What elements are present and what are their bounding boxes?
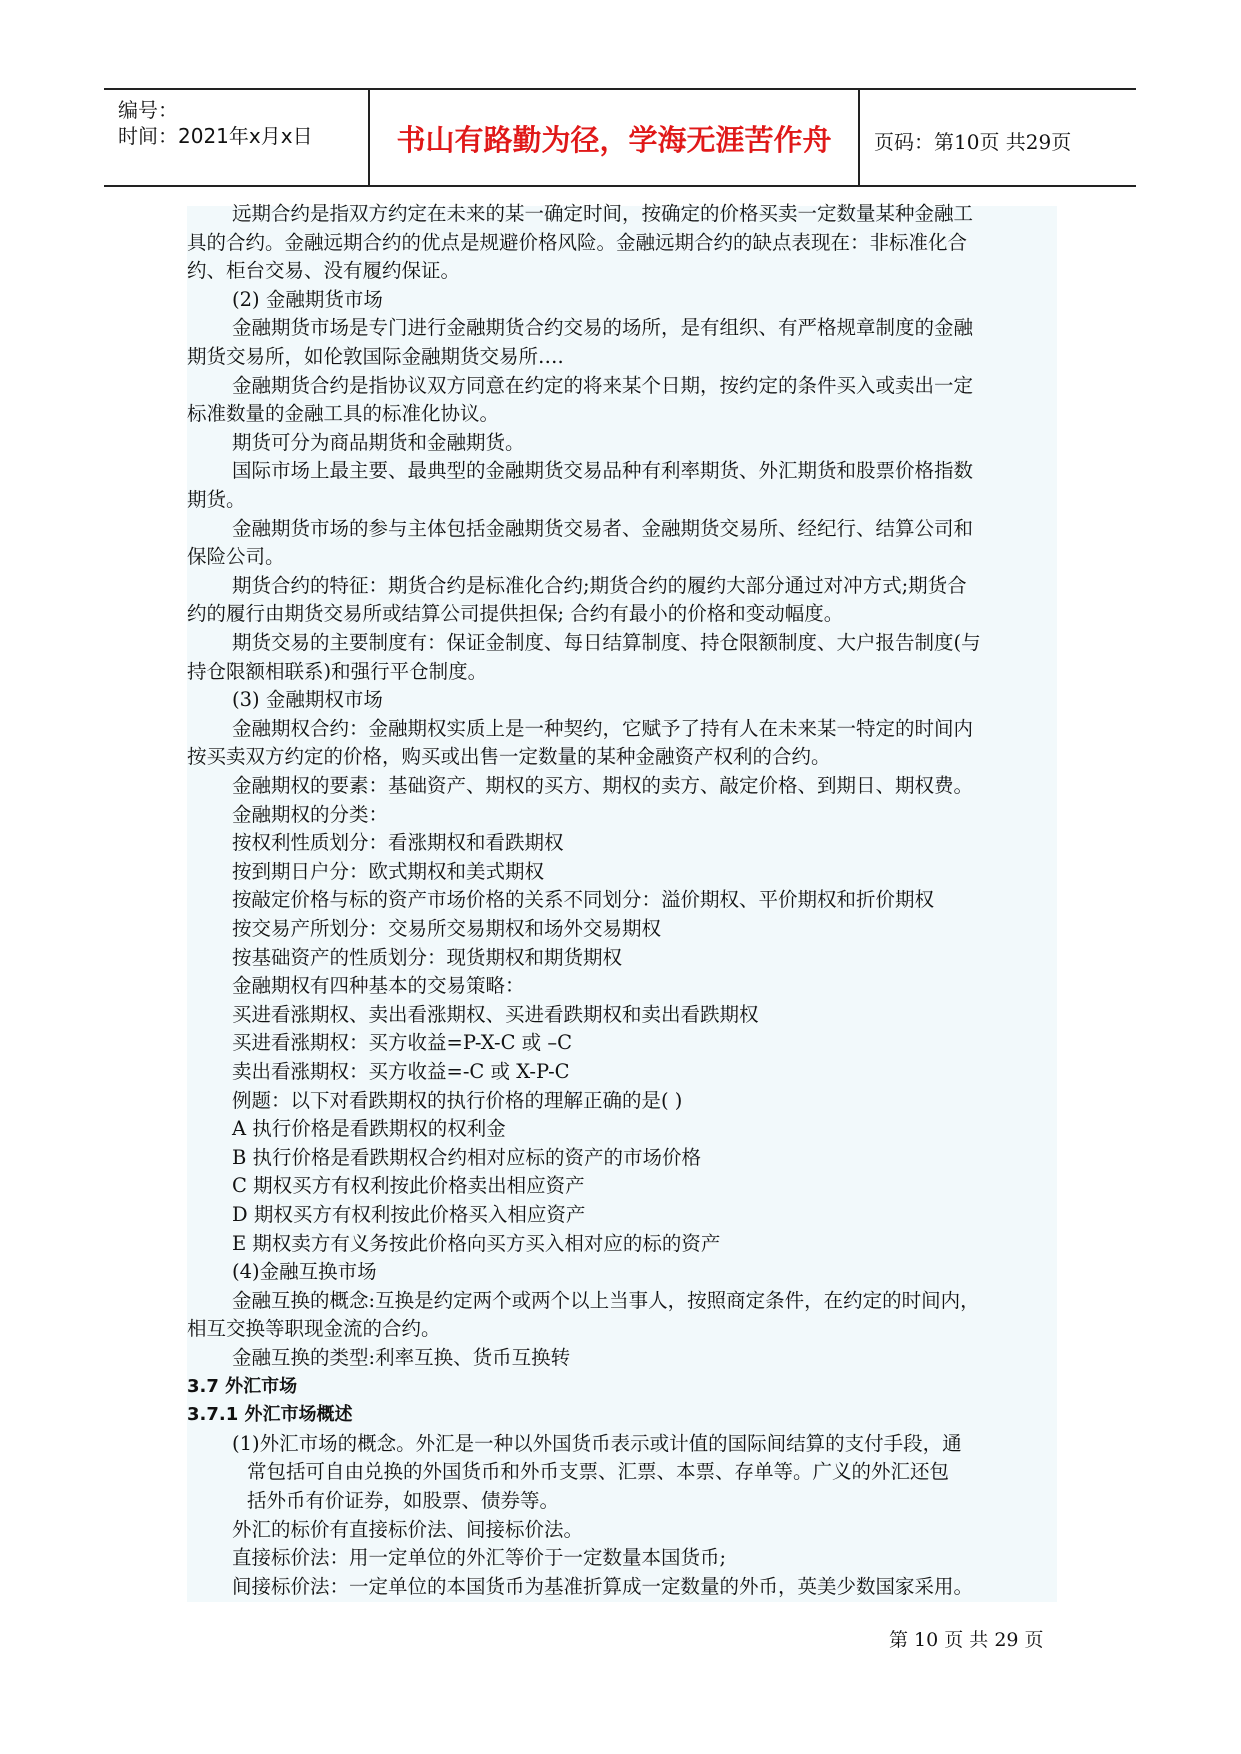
text-line: (4)金融互换市场 (232, 1260, 377, 1284)
text-line: E 期权卖方有义务按此价格向买方买入相对应的标的资产 (232, 1231, 721, 1255)
text-line: 金融期货市场是专门进行金融期货合约交易的场所，是有组织、有严格规章制度的金融 (232, 316, 974, 340)
text-line: (2) 金融期货市场 (232, 287, 383, 311)
text-line: 买进看涨期权：买方收益=P-X-C 或 –C (232, 1031, 573, 1055)
text-line: 常包括可自由兑换的外国货币和外币支票、汇票、本票、存单等。广义的外汇还包 (247, 1460, 950, 1484)
text-line: 约的履行由期货交易所或结算公司提供担保; 合约有最小的价格和变动幅度。 (187, 602, 844, 626)
text-line: 金融互换的概念:互换是约定两个或两个以上当事人，按照商定条件，在约定的时间内， (232, 1288, 980, 1312)
text-line: 按权利性质划分：看涨期权和看跌期权 (232, 831, 564, 855)
text-line: 金融互换的类型:利率互换、货币互换转 (232, 1346, 571, 1369)
text-line: 持仓限额相联系)和强行平仓制度。 (187, 659, 488, 683)
text-line: 按买卖双方约定的价格，购买或出售一定数量的某种金融资产权利的合约。 (187, 745, 831, 769)
text-line: 期货。 (187, 488, 246, 511)
text-line: 外汇的标价有直接标价法、间接标价法。 (232, 1517, 584, 1541)
text-line: (1)外汇市场的概念。外汇是一种以外国货币表示或计值的国际间结算的支付手段，通 (232, 1431, 962, 1455)
text-line: 按基础资产的性质划分：现货期权和期货期权 (232, 945, 623, 969)
text-line: 具的合约。金融远期合约的优点是规避价格风险。金融远期合约的缺点表现在：非标准化合 (187, 230, 968, 254)
text-line: 金融期权合约：金融期权实质上是一种契约，它赋予了持有人在未来某一特定的时间内 (232, 716, 974, 740)
text-line: 例题：以下对看跌期权的执行价格的理解正确的是( ) (232, 1088, 683, 1112)
text-line: 标准数量的金融工具的标准化协议。 (187, 402, 500, 426)
text-line: 期货交易所，如伦敦国际金融期货交易所…. (187, 345, 564, 368)
text-line: 国际市场上最主要、最典型的金融期货交易品种有利率期货、外汇期货和股票价格指数 (232, 459, 974, 483)
section-heading: 3.7.1 外汇市场概述 (187, 1404, 353, 1426)
text-line: (3) 金融期权市场 (232, 688, 383, 712)
text-line: B 执行价格是看跌期权合约相对应标的资产的市场价格 (232, 1145, 702, 1169)
text-line: 期货可分为商品期货和金融期货。 (232, 430, 525, 454)
text-line: 远期合约是指双方约定在未来的某一确定时间，按确定的价格买卖一定数量某种金融工 (232, 202, 974, 225)
text-line: C 期权买方有权利按此价格卖出相应资产 (232, 1174, 585, 1198)
text-line: 按交易产所划分：交易所交易期权和场外交易期权 (232, 917, 662, 940)
text-line: 直接标价法：用一定单位的外汇等价于一定数量本国货币; (232, 1546, 727, 1570)
document-header (104, 88, 1136, 187)
text-line: 期货交易的主要制度有：保证金制度、每日结算制度、持仓限额制度、大户报告制度(与 (232, 631, 981, 654)
document-code-label: 编号： (118, 98, 178, 122)
document-body (187, 202, 1057, 1602)
text-line: 约、柜台交易、没有履约保证。 (187, 259, 461, 283)
text-line: 卖出看涨期权：买方收益=-C 或 X-P-C (232, 1060, 570, 1083)
text-line: 金融期权的分类： (232, 802, 389, 826)
text-line: A 执行价格是看跌期权的权利金 (232, 1117, 506, 1141)
text-line: 按敲定价格与标的资产市场价格的关系不同划分：溢价期权、平价期权和折价期权 (232, 888, 935, 912)
document-time-label: 时间：2021年x月x日 (118, 124, 313, 148)
header-motto-cell (370, 90, 860, 185)
text-line: D 期权买方有权利按此价格买入相应资产 (232, 1203, 586, 1226)
text-line: 间接标价法：一定单位的本国货币为基准折算成一定数量的外币，英美少数国家采用。 (232, 1574, 974, 1598)
header-page-cell (860, 90, 1136, 185)
text-line: 相互交换等职现金流的合约。 (187, 1317, 441, 1341)
header-motto: 书山有路勤为径，学海无涯苦作舟 (396, 123, 832, 157)
section-heading: 3.7 外汇市场 (187, 1375, 298, 1397)
text-line: 金融期货合约是指协议双方同意在约定的将来某个日期，按约定的条件买入或卖出一定 (232, 373, 974, 397)
text-line: 金融期权的要素：基础资产、期权的买方、期权的卖方、敲定价格、到期日、期权费。 (232, 774, 974, 797)
page-footer: 第 10 页 共 29 页 (889, 1629, 1044, 1651)
text-line: 期货合约的特征：期货合约是标准化合约;期货合约的履约大部分通过对冲方式;期货合 (232, 573, 967, 597)
text-line: 买进看涨期权、卖出看涨期权、买进看跌期权和卖出看跌期权 (232, 1002, 759, 1026)
header-page-label: 页码：第10页 共29页 (874, 130, 1072, 154)
text-line: 保险公司。 (187, 545, 285, 569)
text-line: 按到期日户分：欧式期权和美式期权 (232, 859, 545, 883)
text-line: 金融期货市场的参与主体包括金融期货交易者、金融期货交易所、经纪行、结算公司和 (232, 516, 974, 540)
text-line: 金融期权有四种基本的交易策略： (232, 974, 525, 998)
text-line: 括外币有价证券，如股票、债券等。 (247, 1489, 560, 1512)
header-meta-cell (104, 90, 370, 185)
